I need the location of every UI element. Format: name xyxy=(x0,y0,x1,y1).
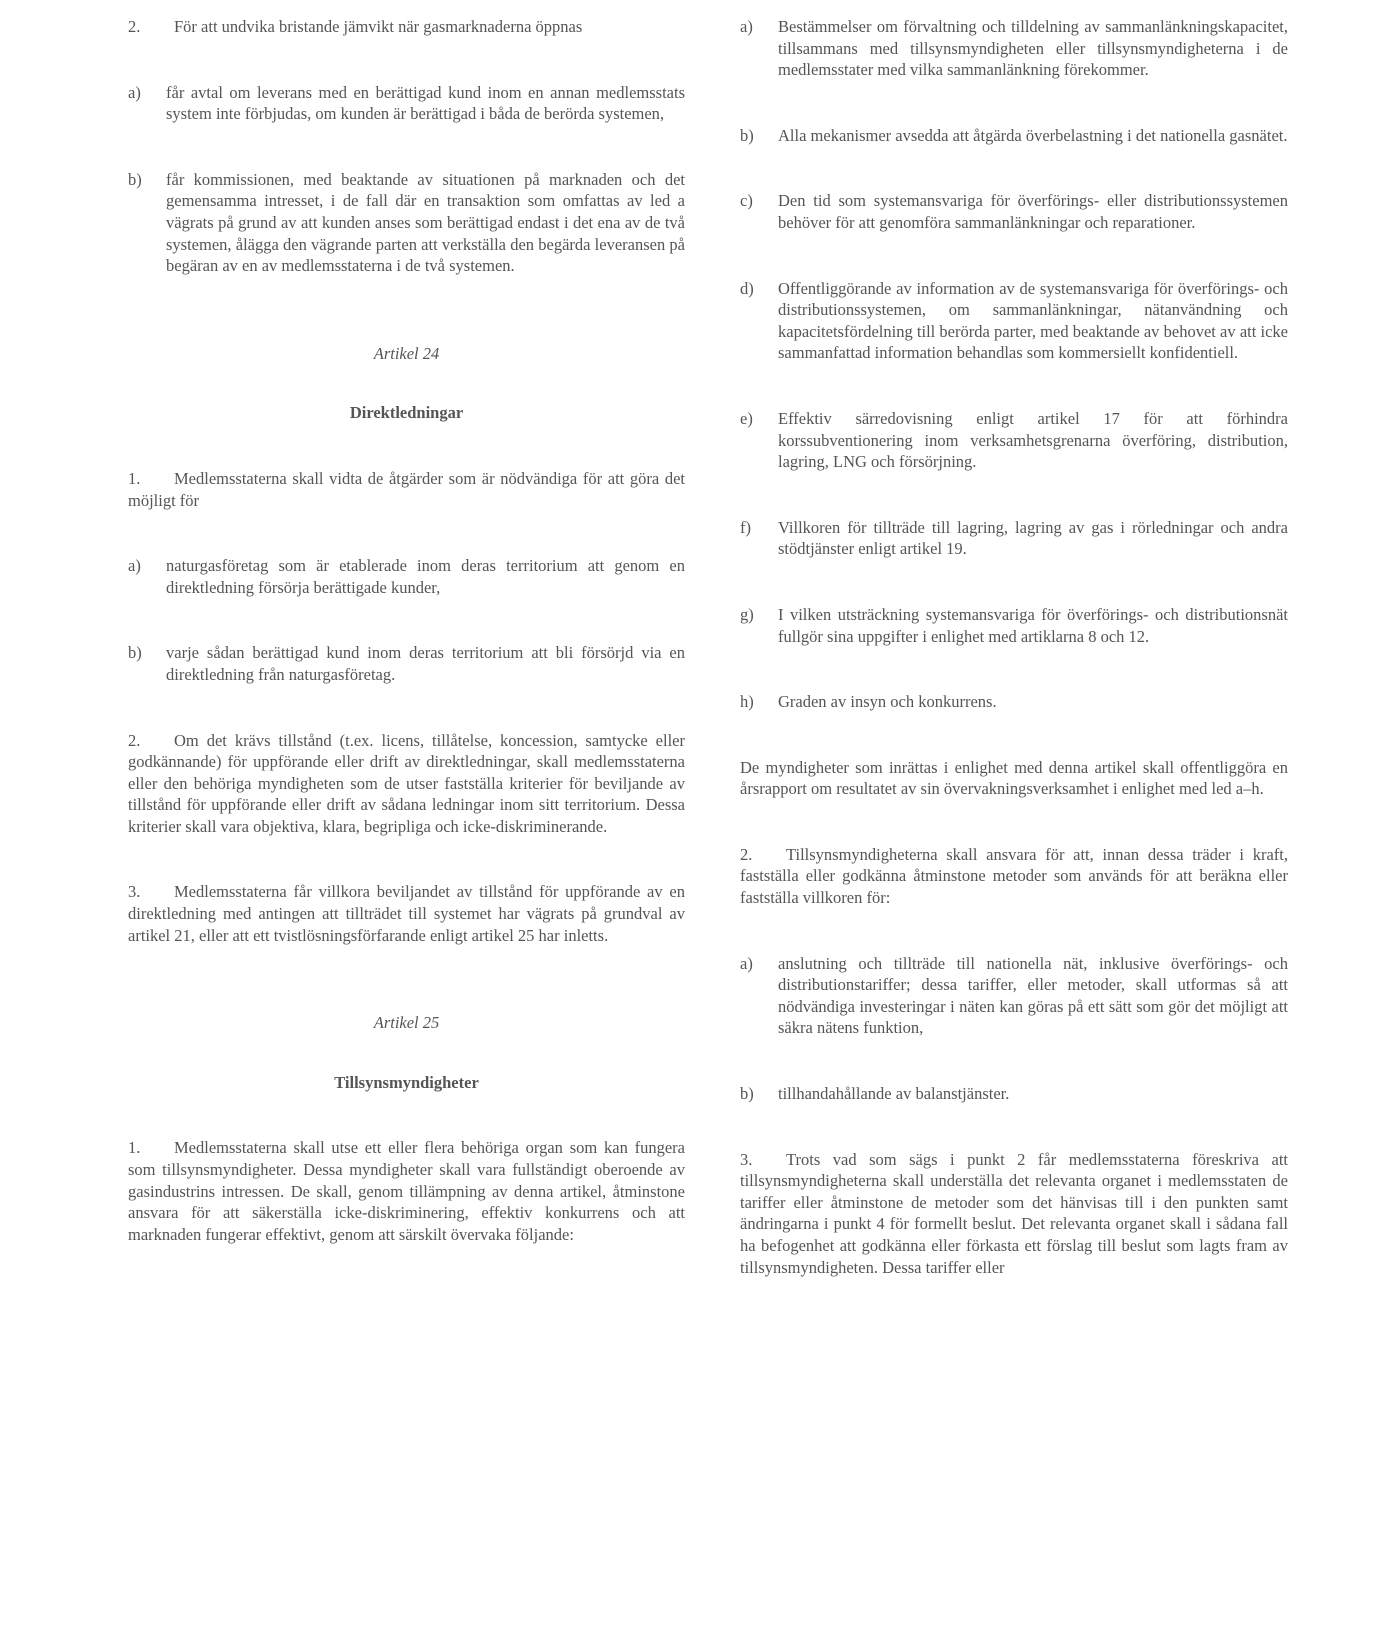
list-item-c xyxy=(740,190,1288,233)
paragraph-2 xyxy=(128,16,685,38)
list-label: b) xyxy=(128,169,142,189)
left-column xyxy=(128,16,685,1245)
list-item-a xyxy=(128,82,685,125)
list-text: I vilken utsträckning systemansvariga för överförings- och distributionsnät fullgör sina uppgifter i enlighet med artiklarna 8 och 12. xyxy=(778,604,1288,646)
list-label: b) xyxy=(128,643,142,663)
paragraph-3 xyxy=(740,1149,1288,1279)
list-label: a) xyxy=(740,17,753,36)
paragraph-2-item-b xyxy=(740,1083,1288,1105)
article-24-number: Artikel 24 xyxy=(373,343,440,363)
paragraph-number: 3. xyxy=(128,882,141,902)
paragraph-number: 2. xyxy=(128,730,141,750)
list-item-b xyxy=(128,169,685,277)
list-label: a) xyxy=(740,953,753,973)
paragraph-2-item-a xyxy=(740,953,1288,1039)
list-text: Offentliggörande av information av de systemansvariga för överförings- och distributionssystemen, om sammanlänkningar, nätanvändning och kapacitetsfördelning till berörda parter, med beaktande av behovet av att icke sammanfattad information behandlas som kommersiellt konfidentiell. xyxy=(778,278,1288,363)
list-label: a) xyxy=(128,556,141,576)
list-label: c) xyxy=(740,191,753,211)
article-24-paragraph-2 xyxy=(128,730,685,838)
paragraph-number: 3. xyxy=(740,1149,753,1169)
article-24-paragraph-1 xyxy=(128,468,685,511)
list-item-h xyxy=(740,691,1288,713)
paragraph-number: 2. xyxy=(740,844,753,864)
list-item-a xyxy=(740,16,1288,81)
article-25-paragraph-1 xyxy=(128,1137,685,1245)
article-25-title: Tillsynsmyndigheter xyxy=(334,1072,479,1092)
list-item-f xyxy=(740,517,1288,560)
list-text: tillhandahållande av balanstjänster. xyxy=(778,1084,1010,1104)
article-24-paragraph-3 xyxy=(128,881,685,946)
list-text: Bestämmelser om förvaltning och tilldelning av sammanlänkningskapacitet, tillsammans med tillsynsmyndigheten eller tillsynsmyndigheterna i de medlemsstater med vilka sammanlänkning förekommer. xyxy=(778,17,1288,80)
article-24-title: Direktledningar xyxy=(349,403,464,423)
paragraph-text: Om det krävs tillstånd (t.ex. licens, tillåtelse, koncession, samtycke eller godkännande) för uppförande eller drift av direktledningar, skall medlemsstaterna eller den behöriga myndigheten som de utser fastställa kriterier för beviljande av tillstånd för uppförande eller drift av sådana ledningar inom sitt territorium. Dessa kriterier skall vara objektiva, klara, begripliga och icke-diskriminerande. xyxy=(128,730,685,836)
list-label: b) xyxy=(740,1084,754,1104)
list-label: a) xyxy=(128,82,141,102)
list-item-b xyxy=(740,125,1288,147)
list-label: h) xyxy=(740,692,754,712)
paragraph-number: 1. xyxy=(128,468,141,488)
list-label: d) xyxy=(740,278,754,298)
list-item-g xyxy=(740,604,1288,647)
list-text: får avtal om leverans med en berättigad kund inom en annan medlemsstats system inte förbjudas, om kunden är berättigad i båda de berörda systemen, xyxy=(166,82,685,124)
list-text: Graden av insyn och konkurrens. xyxy=(778,692,997,712)
list-text: anslutning och tillträde till nationella nät, inklusive överförings- och distributionstariffer; dessa tariffer, eller metoder, skall utformas så att nödvändiga investeringar i näten kan göras på ett sätt som gör det möjligt att säkra nätens funktion, xyxy=(778,953,1288,1038)
list-text: Villkoren för tillträde till lagring, lagring av gas i rörledningar och andra stödtjänster enligt artikel 19. xyxy=(778,517,1288,559)
list-text: naturgasföretag som är etablerade inom deras territorium att genom en direktledning försörja berättigade kunder, xyxy=(166,556,685,597)
list-item-d xyxy=(740,278,1288,364)
article-24-item-a xyxy=(128,555,685,598)
paragraph-text: Trots vad som sägs i punkt 2 får medlemsstaterna föreskriva att tillsynsmyndigheterna skall underställa det relevanta organet i medlemsstaten de tariffer eller åtminstone de metoder som det hänvisas till i den punkten samt ändringarna i punkt 4 för formellt beslut. Det relevanta organet skall i sådana fall ha befogenhet att godkänna eller förkasta ett förslag till beslut som lagts fram av tillsynsmyndigheten. Dessa tariffer eller xyxy=(740,1149,1288,1277)
closing-paragraph: De myndigheter som inrättas i enlighet med denna artikel skall offentliggöra en årsrapport om resultatet av sin övervakningsverksamhet i enlighet med led a–h. xyxy=(740,757,1288,799)
paragraph-text: Medlemsstaterna skall utse ett eller flera behöriga organ som kan fungera som tillsynsmyndigheter. Dessa myndigheter skall vara fullständigt oberoende av gasindustrins intressen. De skall, genom tillämpning av denna artikel, åtminstone ansvara för att säkerställa icke-diskriminering, effektiv konkurrens och att marknaden fungerar effektivt, genom att särskilt övervaka följande: xyxy=(128,1138,685,1244)
list-text: Alla mekanismer avsedda att åtgärda överbelastning i det nationella gasnätet. xyxy=(778,125,1288,145)
list-label: b) xyxy=(740,125,754,145)
list-label: e) xyxy=(740,408,753,428)
paragraph-text: Medlemsstaterna får villkora beviljandet av tillstånd för uppförande av en direktledning med antingen att tillträdet till systemet har vägrats på grundval av artikel 21, eller att ett tvistlösningsförfarande enligt artikel 25 har inletts. xyxy=(128,882,685,945)
list-item-e xyxy=(740,408,1288,473)
paragraph-text: Medlemsstaterna skall vidta de åtgärder som är nödvändiga för att göra det möjligt för xyxy=(128,468,685,510)
paragraph-number: 2. xyxy=(128,17,141,36)
article-24-item-b xyxy=(128,642,685,685)
paragraph-2 xyxy=(740,844,1288,909)
list-text: varje sådan berättigad kund inom deras territorium att bli försörjd via en direktledning från naturgasföretag. xyxy=(166,643,685,684)
article-25-number: Artikel 25 xyxy=(373,1013,440,1033)
paragraph-number: 1. xyxy=(128,1138,141,1158)
list-label: g) xyxy=(740,604,754,624)
right-column xyxy=(740,16,1288,1278)
list-text: Den tid som systemansvariga för överförings- eller distributionssystemen behöver för att genomföra sammanlänkningar och reparationer. xyxy=(778,191,1288,232)
list-text: Effektiv särredovisning enligt artikel 17 för att förhindra korssubventionering inom verksamhetsgrenarna överföring, distribution, lagring, LNG och försörjning. xyxy=(778,408,1288,472)
paragraph-text: Tillsynsmyndigheterna skall ansvara för att, innan dessa träder i kraft, fastställa eller godkänna åtminstone metoder som används för att beräkna eller fastställa villkoren för: xyxy=(740,844,1288,908)
list-label: f) xyxy=(740,517,751,537)
paragraph-text: För att undvika bristande jämvikt när gasmarknaderna öppnas xyxy=(174,17,583,36)
list-text: får kommissionen, med beaktande av situationen på marknaden och det gemensamma intresset, i de fall där en transaktion som omfattas av led a vägrats på grund av att kunden anses som berättigad endast i det ena av de två systemen, ålägga den vägrande parten att verkställa den begärda leveransen på begäran av en av medlemsstaterna i de två systemen. xyxy=(166,169,685,276)
